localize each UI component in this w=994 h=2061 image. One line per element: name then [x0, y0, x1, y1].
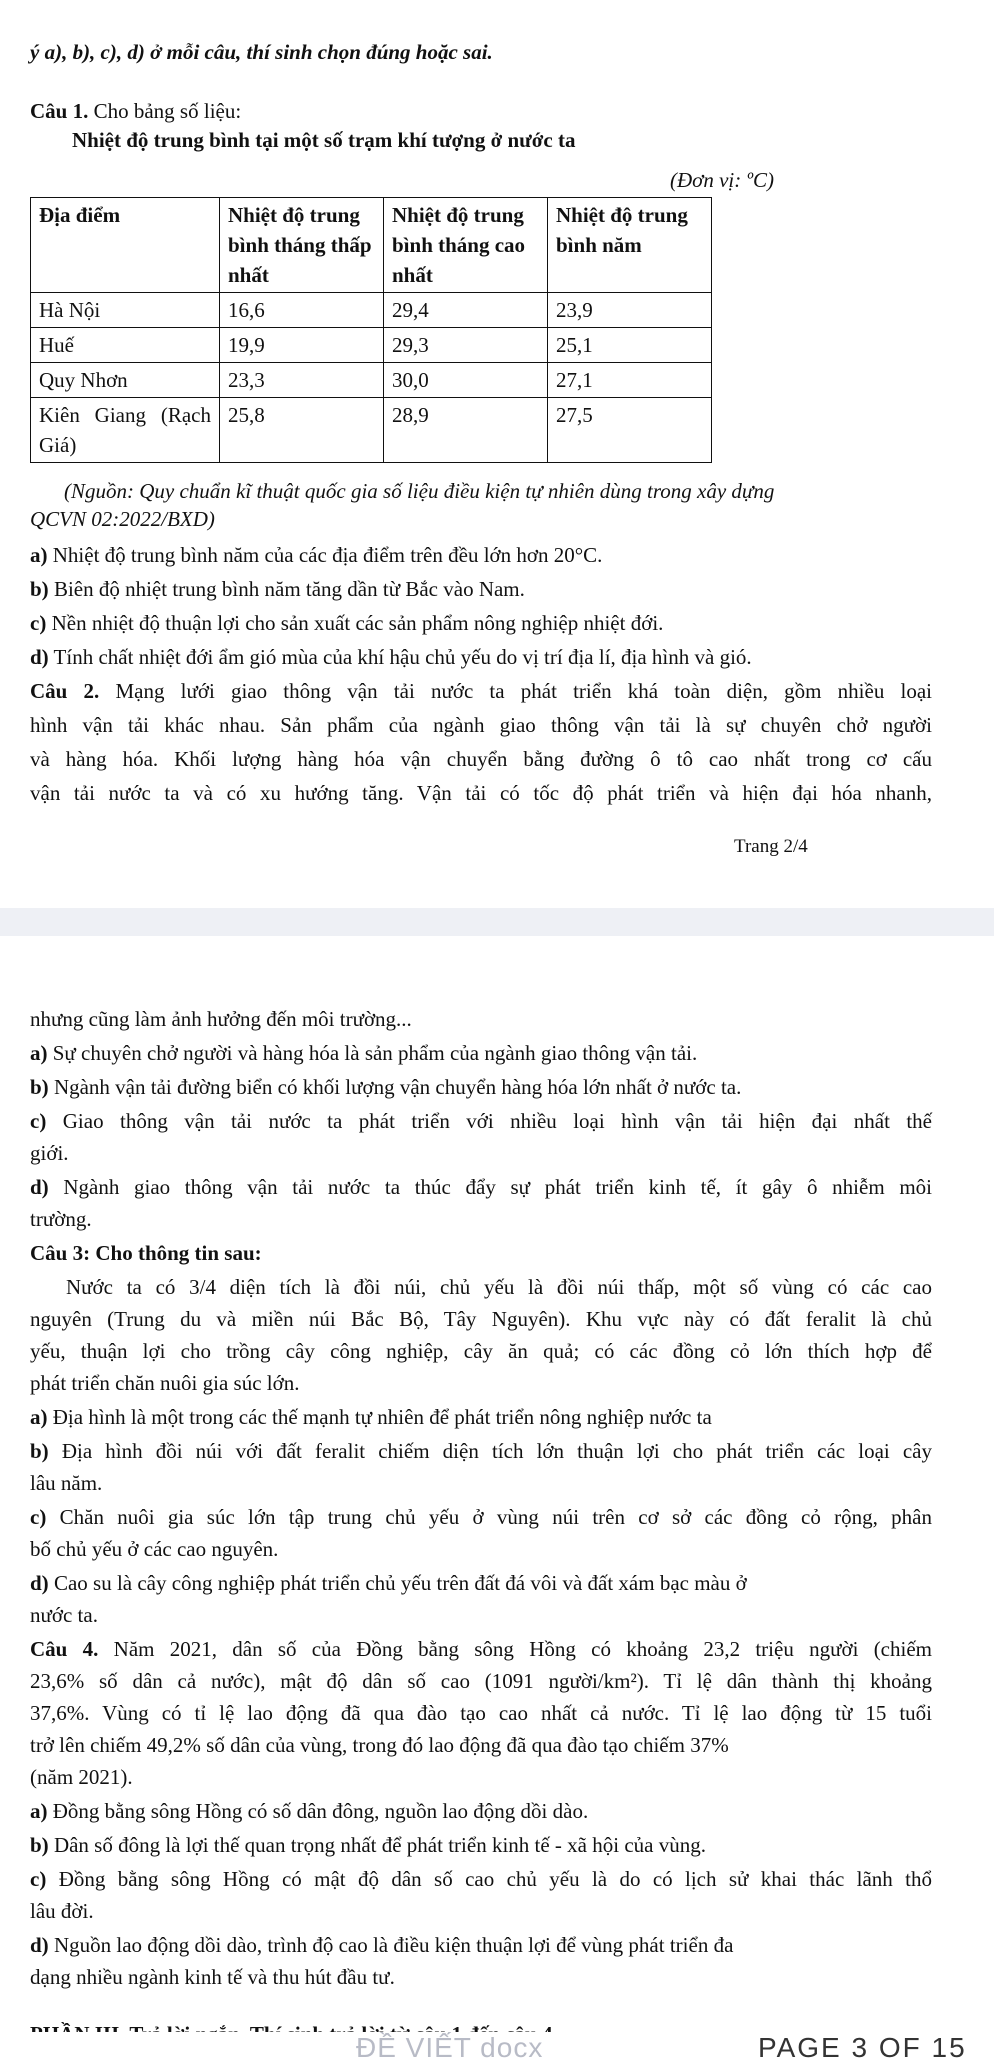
header-max-month: Nhiệt độ trung bình tháng cao nhất: [384, 198, 548, 293]
q4-option-d-cont: dạng nhiều ngành kinh tế và thu hút đầu tư.: [30, 1965, 395, 1989]
q1-option-b: b) Biên độ nhiệt trung bình năm tăng dần từ Bắc vào Nam.: [30, 577, 525, 601]
page-separator: [0, 908, 994, 936]
instruction-cut: ý a), b), c), d) ở mỗi câu, thí sinh chọn đúng hoặc sai.: [30, 40, 493, 64]
q4-option-c-cont: lâu đời.: [30, 1899, 94, 1923]
cell: Hà Nội: [31, 293, 220, 328]
q4-line: 23,6% số dân cả nước), mật độ dân số cao (1091 người/km²). Tỉ lệ dân thành thị khoảng: [30, 1669, 932, 1693]
q2-option-b: b) Ngành vận tải đường biển có khối lượng vận chuyển hàng hóa lớn nhất ở nước ta.: [30, 1075, 742, 1099]
page-number: Trang 2/4: [734, 836, 808, 857]
q4-line: 37,6%. Vùng có tỉ lệ lao động đã qua đào tạo cao nhất cả nước. Tỉ lệ lao động từ 15 tuổi: [30, 1701, 932, 1725]
q3-passage: phát triển chăn nuôi gia súc lớn.: [30, 1371, 300, 1395]
q3-option-d: d) Cao su là cây công nghiệp phát triển chủ yếu trên đất đá vôi và đất xám bạc màu ở: [30, 1571, 747, 1595]
q1-option-c: c) Nền nhiệt độ thuận lợi cho sản xuất các sản phẩm nông nghiệp nhiệt đới.: [30, 611, 664, 635]
temperature-table: [30, 197, 712, 463]
table-unit: (Đơn vị: ºC): [670, 168, 775, 192]
q2-option-d-cont: trường.: [30, 1207, 92, 1231]
q1-option-d: d) Tính chất nhiệt đới ẩm gió mùa của khí hậu chủ yếu do vị trí địa lí, địa hình và gió.: [30, 645, 752, 669]
table-row: [31, 398, 712, 463]
cell: 29,4: [384, 293, 548, 328]
cell: 23,3: [220, 363, 384, 398]
cell: 16,6: [220, 293, 384, 328]
q2-option-a: a) Sự chuyên chở người và hàng hóa là sản phẩm của ngành giao thông vận tải.: [30, 1041, 698, 1065]
q4-option-b: b) Dân số đông là lợi thế quan trọng nhất để phát triển kinh tế - xã hội của vùng.: [30, 1833, 706, 1857]
q3-passage: nguyên (Trung du và miền núi Bắc Bộ, Tây Nguyên). Khu vực này có đất feralit là chủ: [30, 1307, 932, 1331]
q2-line: hình vận tải khác nhau. Sản phẩm của ngành giao thông vận tải là sự chuyên chở người: [30, 713, 932, 737]
cell: 27,1: [548, 363, 712, 398]
q2-line: vận tải nước ta và có xu hướng tăng. Vận tải có tốc độ phát triển và hiện đại hóa nhanh,: [30, 781, 932, 805]
q3-option-b: b) Địa hình đồi núi với đất feralit chiếm diện tích lớn thuận lợi cho phát triển các loại cây: [30, 1439, 932, 1463]
q1-option-a: a) Nhiệt độ trung bình năm của các địa điểm trên đều lớn hơn 20°C.: [30, 543, 603, 567]
watermark-page-indicator: PAGE 3 OF 15: [758, 2032, 967, 2061]
cell: 19,9: [220, 328, 384, 363]
cell: Quy Nhơn: [31, 363, 220, 398]
cell: 30,0: [384, 363, 548, 398]
q2-line: và hàng hóa. Khối lượng hàng hóa vận chuyển bằng đường ô tô cao nhất trong cơ cấu: [30, 747, 932, 771]
q3-passage: yếu, thuận lợi cho trồng cây công nghiệp, cây ăn quả; có các đồng cỏ lớn thích hợp để: [30, 1339, 932, 1363]
q2-option-c: c) Giao thông vận tải nước ta phát triển với nhiều loại hình vận tải hiện đại nhất thế: [30, 1109, 932, 1133]
page-2: [0, 936, 994, 2061]
header-location: Địa điểm: [31, 198, 220, 293]
question-1-stem: Câu 1. Cho bảng số liệu:: [30, 99, 242, 123]
q2-option-d: d) Ngành giao thông vận tải nước ta thúc đẩy sự phát triển kinh tế, ít gây ô nhiễm môi: [30, 1175, 932, 1199]
header-annual: Nhiệt độ trung bình năm: [548, 198, 712, 293]
q3-option-c-cont: bố chủ yếu ở các cao nguyên.: [30, 1537, 279, 1561]
q3-option-d-cont: nước ta.: [30, 1603, 98, 1627]
table-source-2: QCVN 02:2022/BXD): [30, 507, 215, 531]
q4-option-a: a) Đồng bằng sông Hồng có số dân đông, nguồn lao động dồi dào.: [30, 1799, 589, 1823]
question-4-stem: Câu 4. Năm 2021, dân số của Đồng bằng sông Hồng có khoảng 23,2 triệu người (chiếm: [30, 1637, 932, 1661]
q4-option-c: c) Đồng bằng sông Hồng có mật độ dân số cao chủ yếu là do có lịch sử khai thác lãnh thổ: [30, 1867, 932, 1891]
q2-line: Câu 2. Mạng lưới giao thông vận tải nước ta phát triển khá toàn diện, gồm nhiều loại: [30, 679, 932, 703]
q3-option-b-cont: lâu năm.: [30, 1471, 103, 1495]
table-header-row: [31, 198, 712, 293]
cell: 25,1: [548, 328, 712, 363]
table-row: [31, 293, 712, 328]
q2-continuation: nhưng cũng làm ảnh hưởng đến môi trường...: [30, 1007, 412, 1031]
q3-passage: Nước ta có 3/4 diện tích là đồi núi, chủ yếu là đồi núi thấp, một số vùng có các cao: [66, 1275, 932, 1299]
q4-option-d: d) Nguồn lao động dồi dào, trình độ cao là điều kiện thuận lợi để vùng phát triển đa: [30, 1933, 734, 1957]
page-1: [0, 0, 994, 908]
cell: 25,8: [220, 398, 384, 463]
watermark-left: ĐỀ VIẾT docx: [356, 2032, 544, 2061]
q3-option-c: c) Chăn nuôi gia súc lớn tập trung chủ yếu ở vùng núi trên cơ sở các đồng cỏ rộng, phân: [30, 1505, 932, 1529]
question-3-stem: Câu 3: Cho thông tin sau:: [30, 1241, 262, 1265]
cell: Huế: [31, 328, 220, 363]
table-title: Nhiệt độ trung bình tại một số trạm khí tượng ở nước ta: [72, 128, 576, 152]
q3-option-a: a) Địa hình là một trong các thế mạnh tự nhiên để phát triển nông nghiệp nước ta: [30, 1405, 712, 1429]
cell: 29,3: [384, 328, 548, 363]
table-row: [31, 363, 712, 398]
q4-line: trở lên chiếm 49,2% số dân của vùng, trong đó lao động đã qua đào tạo chiếm 37%: [30, 1733, 729, 1757]
q2-option-c-cont: giới.: [30, 1141, 69, 1165]
table-row: [31, 328, 712, 363]
cell: 27,5: [548, 398, 712, 463]
cell: 28,9: [384, 398, 548, 463]
cell: 23,9: [548, 293, 712, 328]
table-source: (Nguồn: Quy chuẩn kĩ thuật quốc gia số liệu điều kiện tự nhiên dùng trong xây dựng: [64, 479, 775, 503]
q4-line: (năm 2021).: [30, 1765, 133, 1789]
watermark-bar: [0, 2028, 994, 2061]
cell: Kiên Giang (Rạch Giá): [31, 398, 220, 463]
header-min-month: Nhiệt độ trung bình tháng thấp nhất: [220, 198, 384, 293]
